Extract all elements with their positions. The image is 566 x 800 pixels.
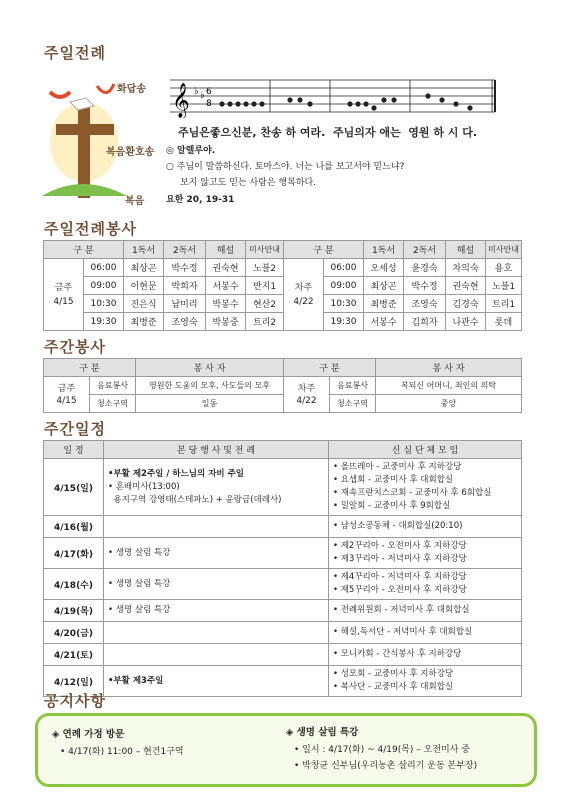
group-meeting-cell-line: • 복사단 - 교중미사 후 대회합실 xyxy=(333,682,454,692)
role-cell: 청소구역 xyxy=(90,395,136,413)
notice-visit-heading: ◈ 연례 가정 방문 xyxy=(52,729,125,740)
header-reading2: 2독서 xyxy=(404,241,446,259)
time-cell: 19:30 xyxy=(84,313,124,331)
cell: 현산2 xyxy=(246,295,284,313)
date-cell: 금주 4/15 xyxy=(44,377,90,413)
cell: 남미리 xyxy=(164,295,206,313)
cell: 조영숙 xyxy=(404,295,446,313)
date-cell: 4/15(일) xyxy=(44,459,104,516)
cell: 김희자 xyxy=(404,313,446,331)
table-row xyxy=(44,666,522,697)
header-usher: 미사안내 xyxy=(486,241,522,259)
gospel-reference: 요한 20, 19-31 xyxy=(166,195,235,205)
label-gospel-acclamation: 복음환호송 xyxy=(106,147,155,158)
group-meeting-cell-line: • 제2꾸리아 - 오전미사 후 지하강당 xyxy=(333,541,467,551)
gospel-verse-1: ○ 주님이 말씀하신다. 토마스야. 너는 나를 보고서야 믿느냐? xyxy=(166,162,405,172)
header-commentary: 해설 xyxy=(446,241,486,259)
role-cell: 음료봉사 xyxy=(330,377,376,395)
cell: 권숙현 xyxy=(206,259,246,277)
table-row xyxy=(44,516,522,538)
parish-event-cell-line: • 생명 살림 특강 xyxy=(108,605,171,615)
date-cell: 4/12(일) xyxy=(44,666,104,697)
table-row xyxy=(44,277,522,295)
table-row xyxy=(44,377,522,395)
label-entrance: 화답송 xyxy=(117,84,146,95)
notice-lecture-item-2: • 박창균 신부님(우리농촌 살리기 운동 본부장) xyxy=(294,761,478,771)
date-cell: 4/21(토) xyxy=(44,644,104,666)
section-title-mass: 주일전례 xyxy=(44,44,106,62)
header-volunteer: 봉 사 자 xyxy=(136,359,284,377)
svg-text:♭: ♭ xyxy=(194,86,199,97)
group-meeting-cell xyxy=(329,600,522,622)
time-cell: 10:30 xyxy=(84,295,124,313)
cell: 나관수 xyxy=(446,313,486,331)
cell: 서봉수 xyxy=(206,277,246,295)
group-meeting-cell xyxy=(329,666,522,697)
group-meeting-cell-line: • 제3꾸리아 - 저녁미사 후 지하강당 xyxy=(333,554,467,564)
cell: 윤경숙 xyxy=(404,259,446,277)
group-meeting-cell-line: • 제4꾸리아 - 저녁미사 후 지하강당 xyxy=(333,572,467,582)
table-row xyxy=(44,622,522,644)
header-commentary: 해설 xyxy=(206,241,246,259)
table-row xyxy=(44,600,522,622)
group-meeting-cell xyxy=(329,538,522,569)
date-cell: 4/18(수) xyxy=(44,569,104,600)
parish-event-cell-line: •부활 제3주일 xyxy=(108,675,164,686)
role-cell: 청소구역 xyxy=(330,395,376,413)
svg-text:𝄞: 𝄞 xyxy=(172,83,190,118)
volunteer-table xyxy=(43,358,522,413)
volunteer-header-row xyxy=(44,359,522,377)
parish-event-cell xyxy=(104,644,329,666)
parish-event-cell xyxy=(104,666,329,697)
date-cell: 차주 4/22 xyxy=(284,377,330,413)
header-groups: 신 심 단 체 모 임 xyxy=(329,441,522,459)
parish-event-cell-line: •부활 제2주일 / 하느님의 자비 주일 xyxy=(108,468,244,479)
cell: 오세성 xyxy=(364,259,404,277)
group-meeting-cell-line: • 재속프란치스코회 - 교중미사 후 6회합실 xyxy=(333,488,492,498)
group-meeting-cell-line: • 성모회 - 교중미사 후 지하강당 xyxy=(333,669,454,679)
svg-text:6: 6 xyxy=(206,87,212,97)
role-cell: 음료봉사 xyxy=(90,377,136,395)
group-meeting-cell xyxy=(329,622,522,644)
cell: 박희자 xyxy=(164,277,206,295)
cell: 박수정 xyxy=(164,259,206,277)
group-meeting-cell-line: • 제5꾸리아 - 오전미사 후 지하강당 xyxy=(333,585,467,595)
header-reading1: 1독서 xyxy=(364,241,404,259)
header-parish-events: 본 당 행 사 및 전 례 xyxy=(104,441,329,459)
notice-lecture-item-1: • 일시 : 4/17(화) ~ 4/19(목) – 오전미사 중 xyxy=(294,745,470,755)
date-cell: 금주 4/15 xyxy=(44,259,84,331)
parish-event-cell xyxy=(104,459,329,516)
cell: 최병준 xyxy=(364,295,404,313)
cell: 용호 xyxy=(486,259,522,277)
table-row xyxy=(44,569,522,600)
svg-text:8: 8 xyxy=(206,99,212,109)
cell: 최상곤 xyxy=(364,277,404,295)
group-meeting-cell-line: • 모니카회 - 간식봉사 후 지하강당 xyxy=(333,649,462,659)
date-cell: 4/16(월) xyxy=(44,516,104,538)
cell: 노블2 xyxy=(246,259,284,277)
lyrics: 주님은좋으신분, 찬송 하 여라. 주님의자 애는 영원 하 시 다. xyxy=(178,126,478,139)
table-row xyxy=(44,459,522,516)
group-meeting-cell-line: • 올뜨레아 - 교중미사 후 지하강당 xyxy=(333,462,462,472)
cell: 서봉수 xyxy=(364,313,404,331)
group-meeting-cell-line: • 남성소공동체 - 대회합실(20:10) xyxy=(333,521,463,531)
cell: 최상곤 xyxy=(124,259,164,277)
weekly-table xyxy=(43,440,522,697)
parish-event-cell xyxy=(104,569,329,600)
group-meeting-cell xyxy=(329,644,522,666)
service-header-row xyxy=(44,241,522,259)
header-usher: 미사안내 xyxy=(246,241,284,259)
notice-box xyxy=(35,713,537,787)
volunteer-cell: 중앙 xyxy=(376,395,522,413)
cell: 박수정 xyxy=(404,277,446,295)
group-meeting-cell-line: • 밀알회 - 교중미사 후 9회합실 xyxy=(333,501,451,511)
header-category: 구 분 xyxy=(44,241,124,259)
group-meeting-cell-line: • 전례위원회 - 저녁미사 후 대회합실 xyxy=(333,605,470,615)
parish-event-cell-line: 용지구역 강영태(스테파노) + 윤랑금(데레사) xyxy=(108,494,282,505)
header-reading2: 2독서 xyxy=(164,241,206,259)
alleluia: ◎ 알렐루야. xyxy=(166,146,216,156)
parish-event-cell xyxy=(104,600,329,622)
group-meeting-cell xyxy=(329,459,522,516)
header-category: 구 분 xyxy=(284,241,364,259)
cell: 조영숙 xyxy=(164,313,206,331)
table-row xyxy=(44,644,522,666)
weekly-header-row xyxy=(44,441,522,459)
service-table xyxy=(43,240,522,331)
group-meeting-cell xyxy=(329,516,522,538)
header-category: 구 분 xyxy=(44,359,136,377)
group-meeting-cell xyxy=(329,569,522,600)
parish-event-cell xyxy=(104,622,329,644)
volunteer-cell: 영원한 도움의 모후, 사도들의 모후 xyxy=(136,377,284,395)
cell: 트리2 xyxy=(246,313,284,331)
header-reading1: 1독서 xyxy=(124,241,164,259)
cell: 노블1 xyxy=(486,277,522,295)
time-cell: 19:30 xyxy=(324,313,364,331)
parish-event-cell xyxy=(104,516,329,538)
time-cell: 06:00 xyxy=(324,259,364,277)
table-row xyxy=(44,395,522,413)
parish-event-cell-line: • 생명 살림 특강 xyxy=(108,547,171,558)
cell: 진은식 xyxy=(124,295,164,313)
table-row xyxy=(44,295,522,313)
cell: 권숙현 xyxy=(446,277,486,295)
cell: 트리1 xyxy=(486,295,522,313)
section-title-volunteer: 주간봉사 xyxy=(44,338,106,356)
header-volunteer: 봉 사 자 xyxy=(376,359,522,377)
volunteer-cell: 복되신 어머니, 죄인의 의탁 xyxy=(376,377,522,395)
time-cell: 10:30 xyxy=(324,295,364,313)
label-gospel: 복음 xyxy=(125,196,145,207)
parish-event-cell-line: • 혼배미사(13:00) xyxy=(108,481,180,492)
cell: 박봉수 xyxy=(206,295,246,313)
notice-visit-item: • 4/17(화) 11:00 – 현건1구역 xyxy=(60,747,184,757)
time-cell: 06:00 xyxy=(84,259,124,277)
time-cell: 09:00 xyxy=(84,277,124,295)
table-row xyxy=(44,259,522,277)
date-cell: 4/20(금) xyxy=(44,622,104,644)
section-title-weekly: 주간일정 xyxy=(44,420,106,438)
cell: 박봉중 xyxy=(206,313,246,331)
table-row xyxy=(44,313,522,331)
cell: 최병준 xyxy=(124,313,164,331)
cell: 김경숙 xyxy=(446,295,486,313)
header-category: 구 분 xyxy=(284,359,376,377)
cell: 반지1 xyxy=(246,277,284,295)
group-meeting-cell-line: • 해설,독서단 - 저녁미사 후 대회합실 xyxy=(333,627,473,637)
group-meeting-cell-line: • 요셉회 - 교중미사 후 대회합실 xyxy=(333,475,454,485)
cell: 차의숙 xyxy=(446,259,486,277)
time-cell: 09:00 xyxy=(324,277,364,295)
notice-lecture-heading: ◈ 생명 살림 특강 xyxy=(286,727,359,738)
cell: 롯데 xyxy=(486,313,522,331)
date-cell: 차주 4/22 xyxy=(284,259,324,331)
section-title-service: 주일전례봉사 xyxy=(44,220,137,238)
parish-event-cell xyxy=(104,538,329,569)
cell: 이현문 xyxy=(124,277,164,295)
table-row xyxy=(44,538,522,569)
header-date: 일 정 xyxy=(44,441,104,459)
volunteer-cell: 일동 xyxy=(136,395,284,413)
parish-event-cell-line: • 생명 살림 특강 xyxy=(108,578,171,589)
date-cell: 4/17(화) xyxy=(44,538,104,569)
music-staff xyxy=(170,72,500,118)
gospel-verse-2: 보지 않고도 믿는 사람은 행복하다. xyxy=(180,178,317,188)
section-title-notice: 공지사항 xyxy=(44,692,106,710)
date-cell: 4/19(목) xyxy=(44,600,104,622)
svg-text:♭: ♭ xyxy=(200,90,205,101)
